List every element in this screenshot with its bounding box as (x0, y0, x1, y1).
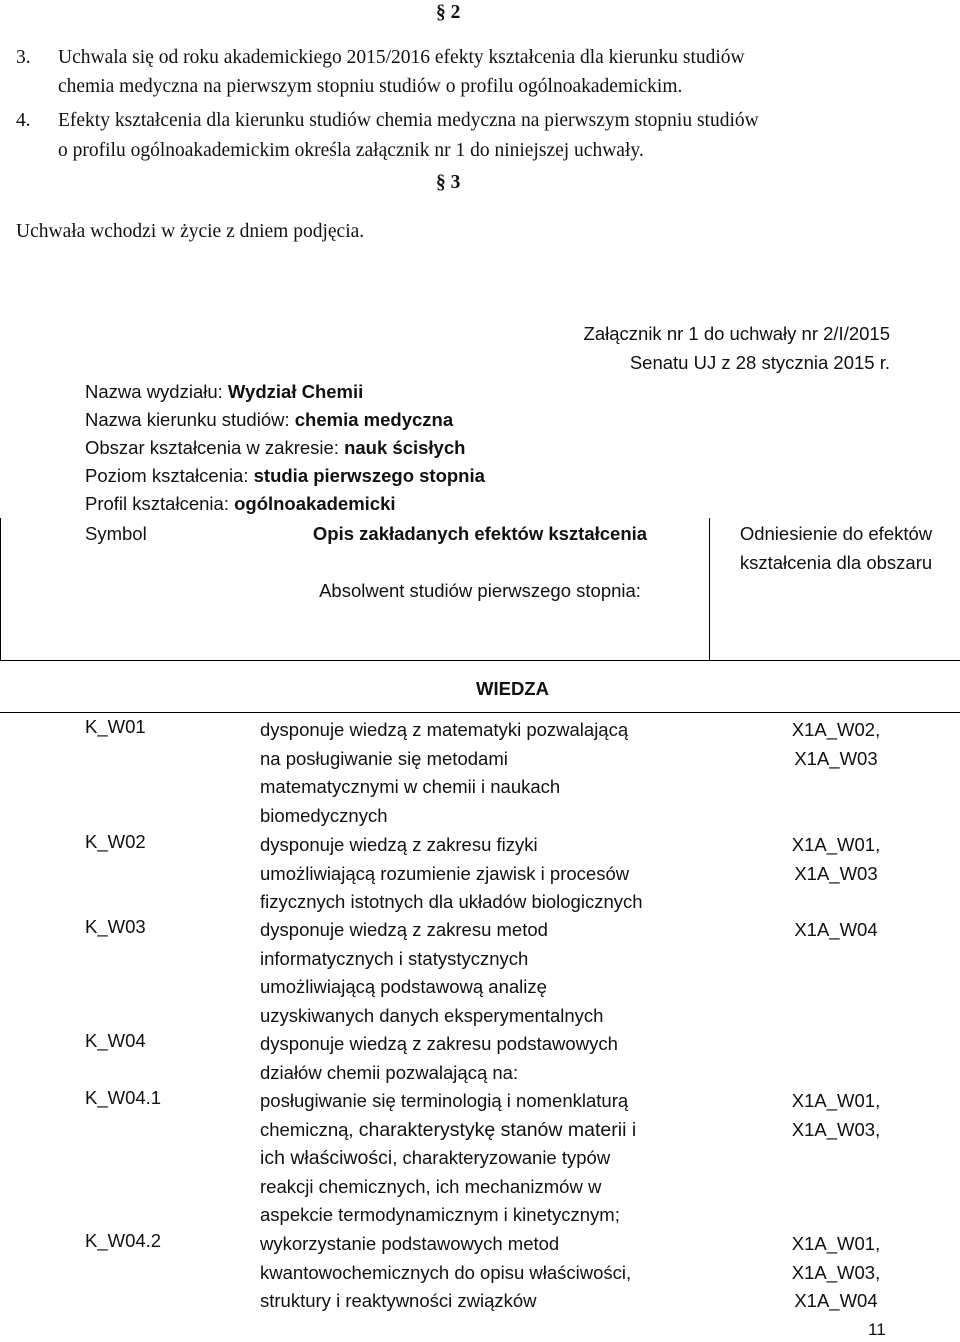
row-description (260, 1087, 636, 1230)
row-description (260, 716, 628, 830)
annex-line-2: Senatu UJ z 28 stycznia 2015 r. (629, 352, 890, 373)
row-reference-line: X1A_W01, (791, 1090, 881, 1111)
row-reference-line: X1A_W04 (794, 919, 878, 940)
row-description-line: informatycznych i statystycznych (260, 947, 529, 969)
row-reference-line: X1A_W04 (794, 1290, 878, 1311)
annex-line-1: Załącznik nr 1 do uchwały nr 2/I/2015 (583, 323, 890, 344)
row-description (260, 831, 643, 917)
row-reference (712, 831, 960, 888)
wiedza-divider (0, 712, 960, 713)
row-description-line: biomedycznych (260, 804, 388, 826)
row-reference-line: X1A_W03 (794, 862, 878, 884)
meta-profile-value: ogólnoakademicki (234, 493, 396, 514)
row-symbol: K_W01 (85, 716, 146, 737)
meta-level (85, 465, 485, 487)
row-description-line: uzyskiwanych danych eksperymentalnych (260, 1004, 604, 1026)
header-reference-line-2: kształcenia dla obszaru (739, 552, 933, 573)
meta-faculty-value: Wydział Chemii (227, 381, 364, 402)
row-description-line: dysponuje wiedzą z matematyki pozwalającą (260, 719, 629, 740)
header-description: Opis zakładanych efektów kształcenia (312, 523, 648, 544)
row-reference (712, 1087, 960, 1144)
meta-profile (85, 493, 396, 515)
row-reference-line: X1A_W03 (794, 747, 878, 769)
row-description-line: umożliwiającą rozumienie zjawisk i procesów (260, 862, 630, 884)
row-description-line: struktury i reaktywności związków (260, 1290, 537, 1311)
row-description-text: , charakteryzowanie typów (392, 1147, 611, 1168)
row-description (260, 1030, 618, 1087)
item-3-line-1: Uchwala się od roku akademickiego 2015/2016 efekty kształcenia dla kierunku studiów (58, 47, 745, 68)
row-reference-line: X1A_W01, (791, 1233, 881, 1254)
enactment-text: Uchwała wchodzi w życie z dniem podjęcia. (16, 221, 365, 242)
page-number: 11 (868, 1320, 886, 1339)
row-reference (712, 916, 960, 945)
header-symbol: Symbol (85, 523, 147, 544)
meta-area (85, 437, 465, 459)
row-reference (712, 1230, 960, 1316)
row-description-line: kwantowochemicznych do opisu właściwości, (260, 1261, 632, 1283)
item-3-line-2: chemia medyczna na pierwszym stopniu studiów o profilu ogólnoakademickim. (58, 76, 683, 97)
row-reference-line: X1A_W01, (791, 834, 881, 855)
item-4-line-1: Efekty kształcenia dla kierunku studiów chemia medyczna na pierwszym stopniu studiów (58, 110, 759, 131)
row-symbol: K_W04.1 (85, 1087, 162, 1108)
row-description-line (260, 1173, 636, 1202)
item-4-line-2: o profilu ogólnoakademickim określa załącznik nr 1 do niniejszej uchwały. (58, 140, 644, 161)
row-reference-line: X1A_W02, (791, 719, 881, 740)
meta-area-value: nauk ścisłych (344, 437, 466, 458)
row-description-line: na posługiwanie się metodami (260, 747, 508, 769)
row-description-line: działów chemii pozwalającą na: (260, 1061, 519, 1083)
section-2-heading: § 2 (436, 2, 461, 23)
meta-profile-label: Profil kształcenia: (85, 493, 235, 514)
meta-faculty (85, 381, 363, 403)
row-description (260, 916, 603, 1030)
meta-area-label: Obszar kształcenia w zakresie: (85, 437, 345, 458)
section-3-heading: § 3 (436, 172, 461, 193)
table-border-left (0, 518, 1, 661)
item-3-number: 3. (16, 47, 31, 68)
row-description-line: matematycznymi w chemii i naukach (260, 776, 561, 797)
row-description-text: posługiwanie się terminologią i nomenklaturą (260, 1090, 629, 1111)
header-reference-line-1: Odniesienie do efektów (739, 523, 933, 544)
row-description (260, 1230, 631, 1316)
row-description-line: fizycznych istotnych dla układów biologicznych (260, 891, 643, 912)
row-description-text: chemiczną, (260, 1118, 359, 1140)
row-description-line (260, 1144, 636, 1173)
row-description-text-alt: charakterystykę stanów materii i (358, 1118, 637, 1141)
row-symbol: K_W04 (85, 1030, 146, 1051)
row-description-text: aspekcie termodynamicznym i kinetycznym; (260, 1204, 620, 1225)
meta-field-of-study (85, 409, 453, 431)
meta-level-value: studia pierwszego stopnia (253, 465, 485, 486)
header-graduate: Absolwent studiów pierwszego stopnia: (319, 580, 641, 601)
row-description-line: dysponuje wiedzą z zakresu metod (260, 919, 548, 940)
meta-faculty-label: Nazwa wydziału: (85, 381, 228, 402)
row-symbol: K_W04.2 (85, 1230, 162, 1251)
row-symbol: K_W02 (85, 831, 146, 852)
row-description-line: umożliwiającą podstawową analizę (260, 976, 547, 997)
row-description-line (260, 1087, 636, 1116)
row-description-line (260, 1201, 636, 1230)
row-reference (712, 716, 960, 773)
row-description-line: dysponuje wiedzą z zakresu fizyki (260, 834, 538, 855)
row-description-line: dysponuje wiedzą z zakresu podstawowych (260, 1033, 618, 1054)
meta-field-of-study-label: Nazwa kierunku studiów: (85, 409, 295, 430)
row-description-line: wykorzystanie podstawowych metod (260, 1233, 560, 1254)
row-symbol: K_W03 (85, 916, 146, 937)
row-reference-line: X1A_W03, (791, 1118, 881, 1140)
item-4-number: 4. (16, 110, 31, 131)
meta-level-label: Poziom kształcenia: (85, 465, 254, 486)
row-description-text-alt: ich właściwości (260, 1147, 393, 1169)
row-reference-line: X1A_W03, (791, 1261, 881, 1283)
row-description-text: reakcji chemicznych, ich mechanizmów w (260, 1175, 602, 1197)
section-wiedza: WIEDZA (476, 678, 549, 699)
table-column-divider (709, 518, 710, 661)
table-header-divider (0, 660, 960, 661)
meta-field-of-study-value: chemia medyczna (294, 409, 454, 430)
row-description-line (260, 1116, 636, 1145)
